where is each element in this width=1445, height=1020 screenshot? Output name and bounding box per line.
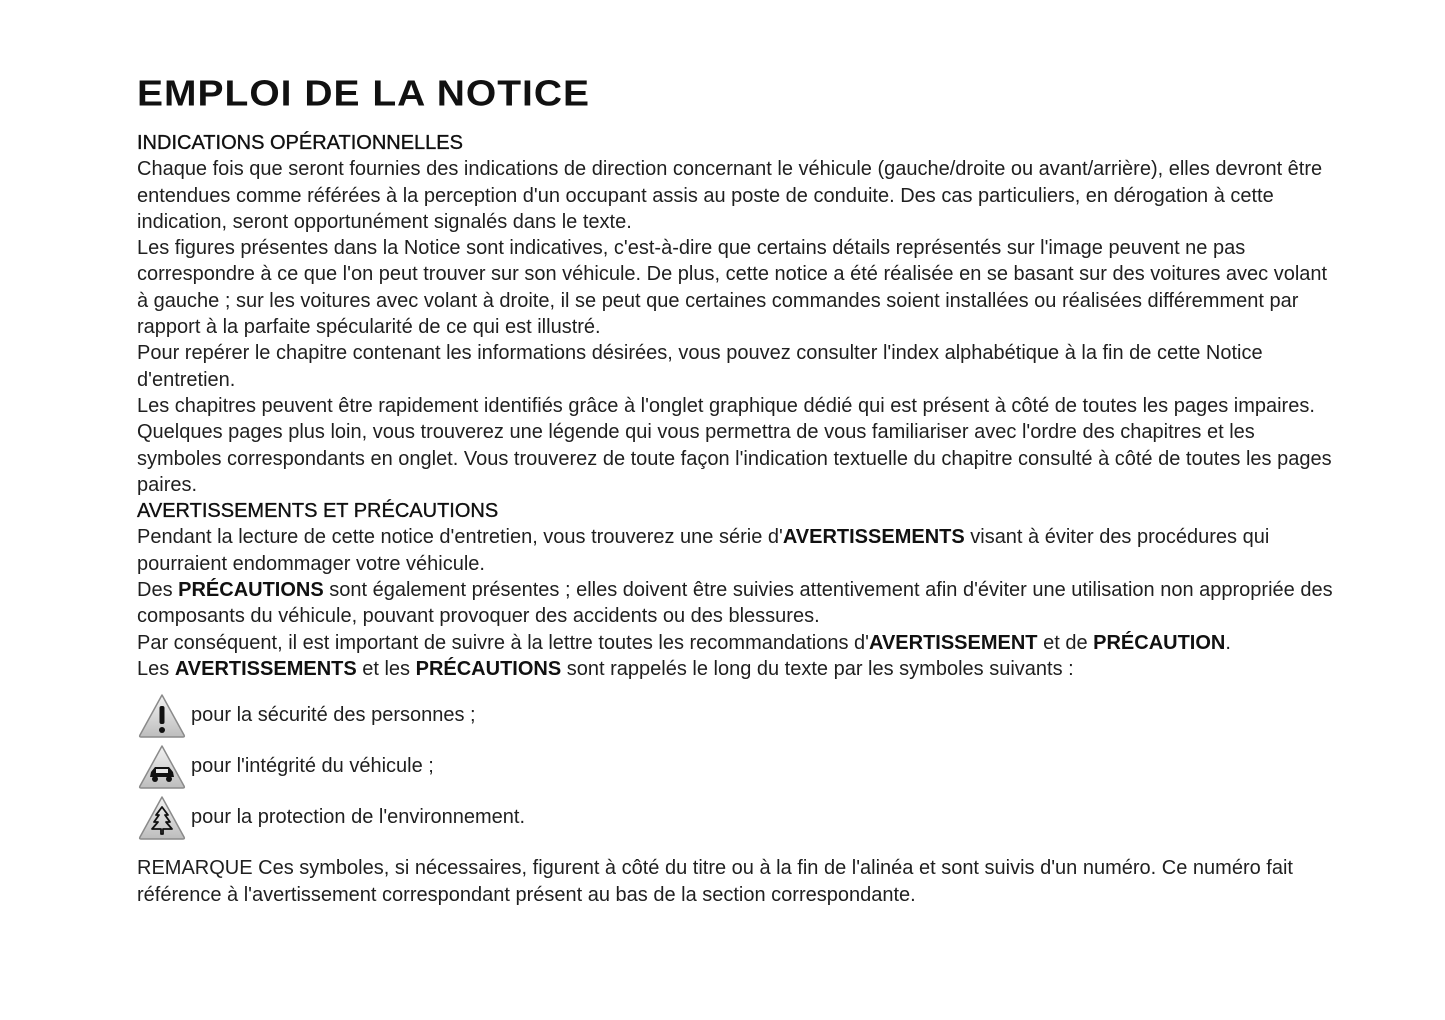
- paragraph: Pour repérer le chapitre contenant les informations désirées, vous pouvez consulter l'index alphabétique à la fin de cette Notice d'entretien.: [137, 342, 1263, 391]
- bold-term: AVERTISSEMENTS: [782, 526, 965, 549]
- paragraph: [137, 630, 1337, 656]
- symbol-row-environment: [137, 792, 1337, 843]
- symbol-label: pour la protection de l'environnement.: [191, 806, 526, 829]
- warning-environment-icon: [137, 795, 187, 841]
- text-run: Pendant la lecture de cette notice d'entretien, vous trouverez une série d': [137, 526, 783, 549]
- symbol-row-person: [137, 690, 1337, 741]
- document-page: [137, 74, 1337, 908]
- remark-paragraph: REMARQUE Ces symboles, si nécessaires, figurent à côté du titre ou à la fin de l'alinéa et sont suivis d'un numéro. Ce numéro fait référence à l'avertissement correspondant présent au bas de la section correspondante.: [137, 857, 1293, 906]
- paragraph: Les figures présentes dans la Notice sont indicatives, c'est-à-dire que certains détails représentés sur l'image peuvent ne pas correspondre à ce que l'on peut trouver sur son véhicule. De plus, cette notice a été réalisée en se basant sur des voitures avec volant à gauche ; sur les voitures avec volant à droite, il se peut que certaines commandes soient installées ou réalisées différemment par rapport à la parfaite spécularité de ce qui est illustré.: [137, 237, 1328, 339]
- paragraph: Chaque fois que seront fournies des indications de direction concernant le véhicule (gauche/droite ou avant/arrière), elles devront être entendues comme référées à la perception d'un occupant assis au poste de conduite. Des cas particuliers, en dérogation à cette indication, seront opportunément signalés dans le texte.: [137, 158, 1323, 233]
- paragraph: [137, 577, 1337, 630]
- warning-person-icon: [137, 693, 187, 739]
- bold-term: PRÉCAUTIONS: [178, 579, 324, 602]
- bold-term: PRÉCAUTION: [1093, 631, 1226, 654]
- section-heading-avertissements: AVERTISSEMENTS ET PRÉCAUTIONS: [137, 500, 499, 523]
- text-run: .: [1225, 631, 1231, 654]
- symbol-row-vehicle: [137, 741, 1337, 792]
- text-run: Des: [137, 579, 179, 602]
- paragraph: [137, 524, 1337, 577]
- text-run: Par conséquent, il est important de suivre à la lettre toutes les recommandations d': [137, 631, 869, 654]
- bold-term: PRÉCAUTIONS: [415, 657, 562, 680]
- text-run: et de: [1037, 631, 1094, 654]
- paragraph: Les chapitres peuvent être rapidement identifiés grâce à l'onglet graphique dédié qui est présent à côté de toutes les pages impaires. Quelques pages plus loin, vous trouverez une légende qui vous permettra de vous familiariser avec l'ordre des chapitres et les symboles correspondants en onglet. Vous trouverez de toute façon l'indication textuelle du chapitre consulté à côté de toutes les pages paires.: [137, 394, 1332, 496]
- text-run: et les: [356, 657, 416, 680]
- bold-term: AVERTISSEMENTS: [174, 657, 357, 680]
- bold-term: AVERTISSEMENT: [868, 631, 1038, 654]
- text-run: sont rappelés le long du texte par les symboles suivants :: [561, 657, 1074, 680]
- symbol-label: pour l'intégrité du véhicule ;: [191, 755, 434, 778]
- text-run: visant à éviter des procédures qui pourraient endommager votre véhicule.: [137, 526, 1270, 575]
- warning-vehicle-icon: [137, 744, 187, 790]
- paragraph: [137, 656, 1337, 682]
- symbol-label: pour la sécurité des personnes ;: [191, 704, 476, 727]
- section-heading-indications: INDICATIONS OPÉRATIONNELLES: [137, 132, 463, 154]
- page-title: EMPLOI DE LA NOTICE: [137, 74, 591, 114]
- text-run: sont également présentes ; elles doivent être suivies attentivement afin d'éviter une utilisation non appropriée des composants du véhicule, pouvant provoquer des accidents ou des blessures.: [137, 579, 1333, 628]
- text-run: Les: [137, 657, 175, 680]
- symbol-list: [137, 690, 1337, 843]
